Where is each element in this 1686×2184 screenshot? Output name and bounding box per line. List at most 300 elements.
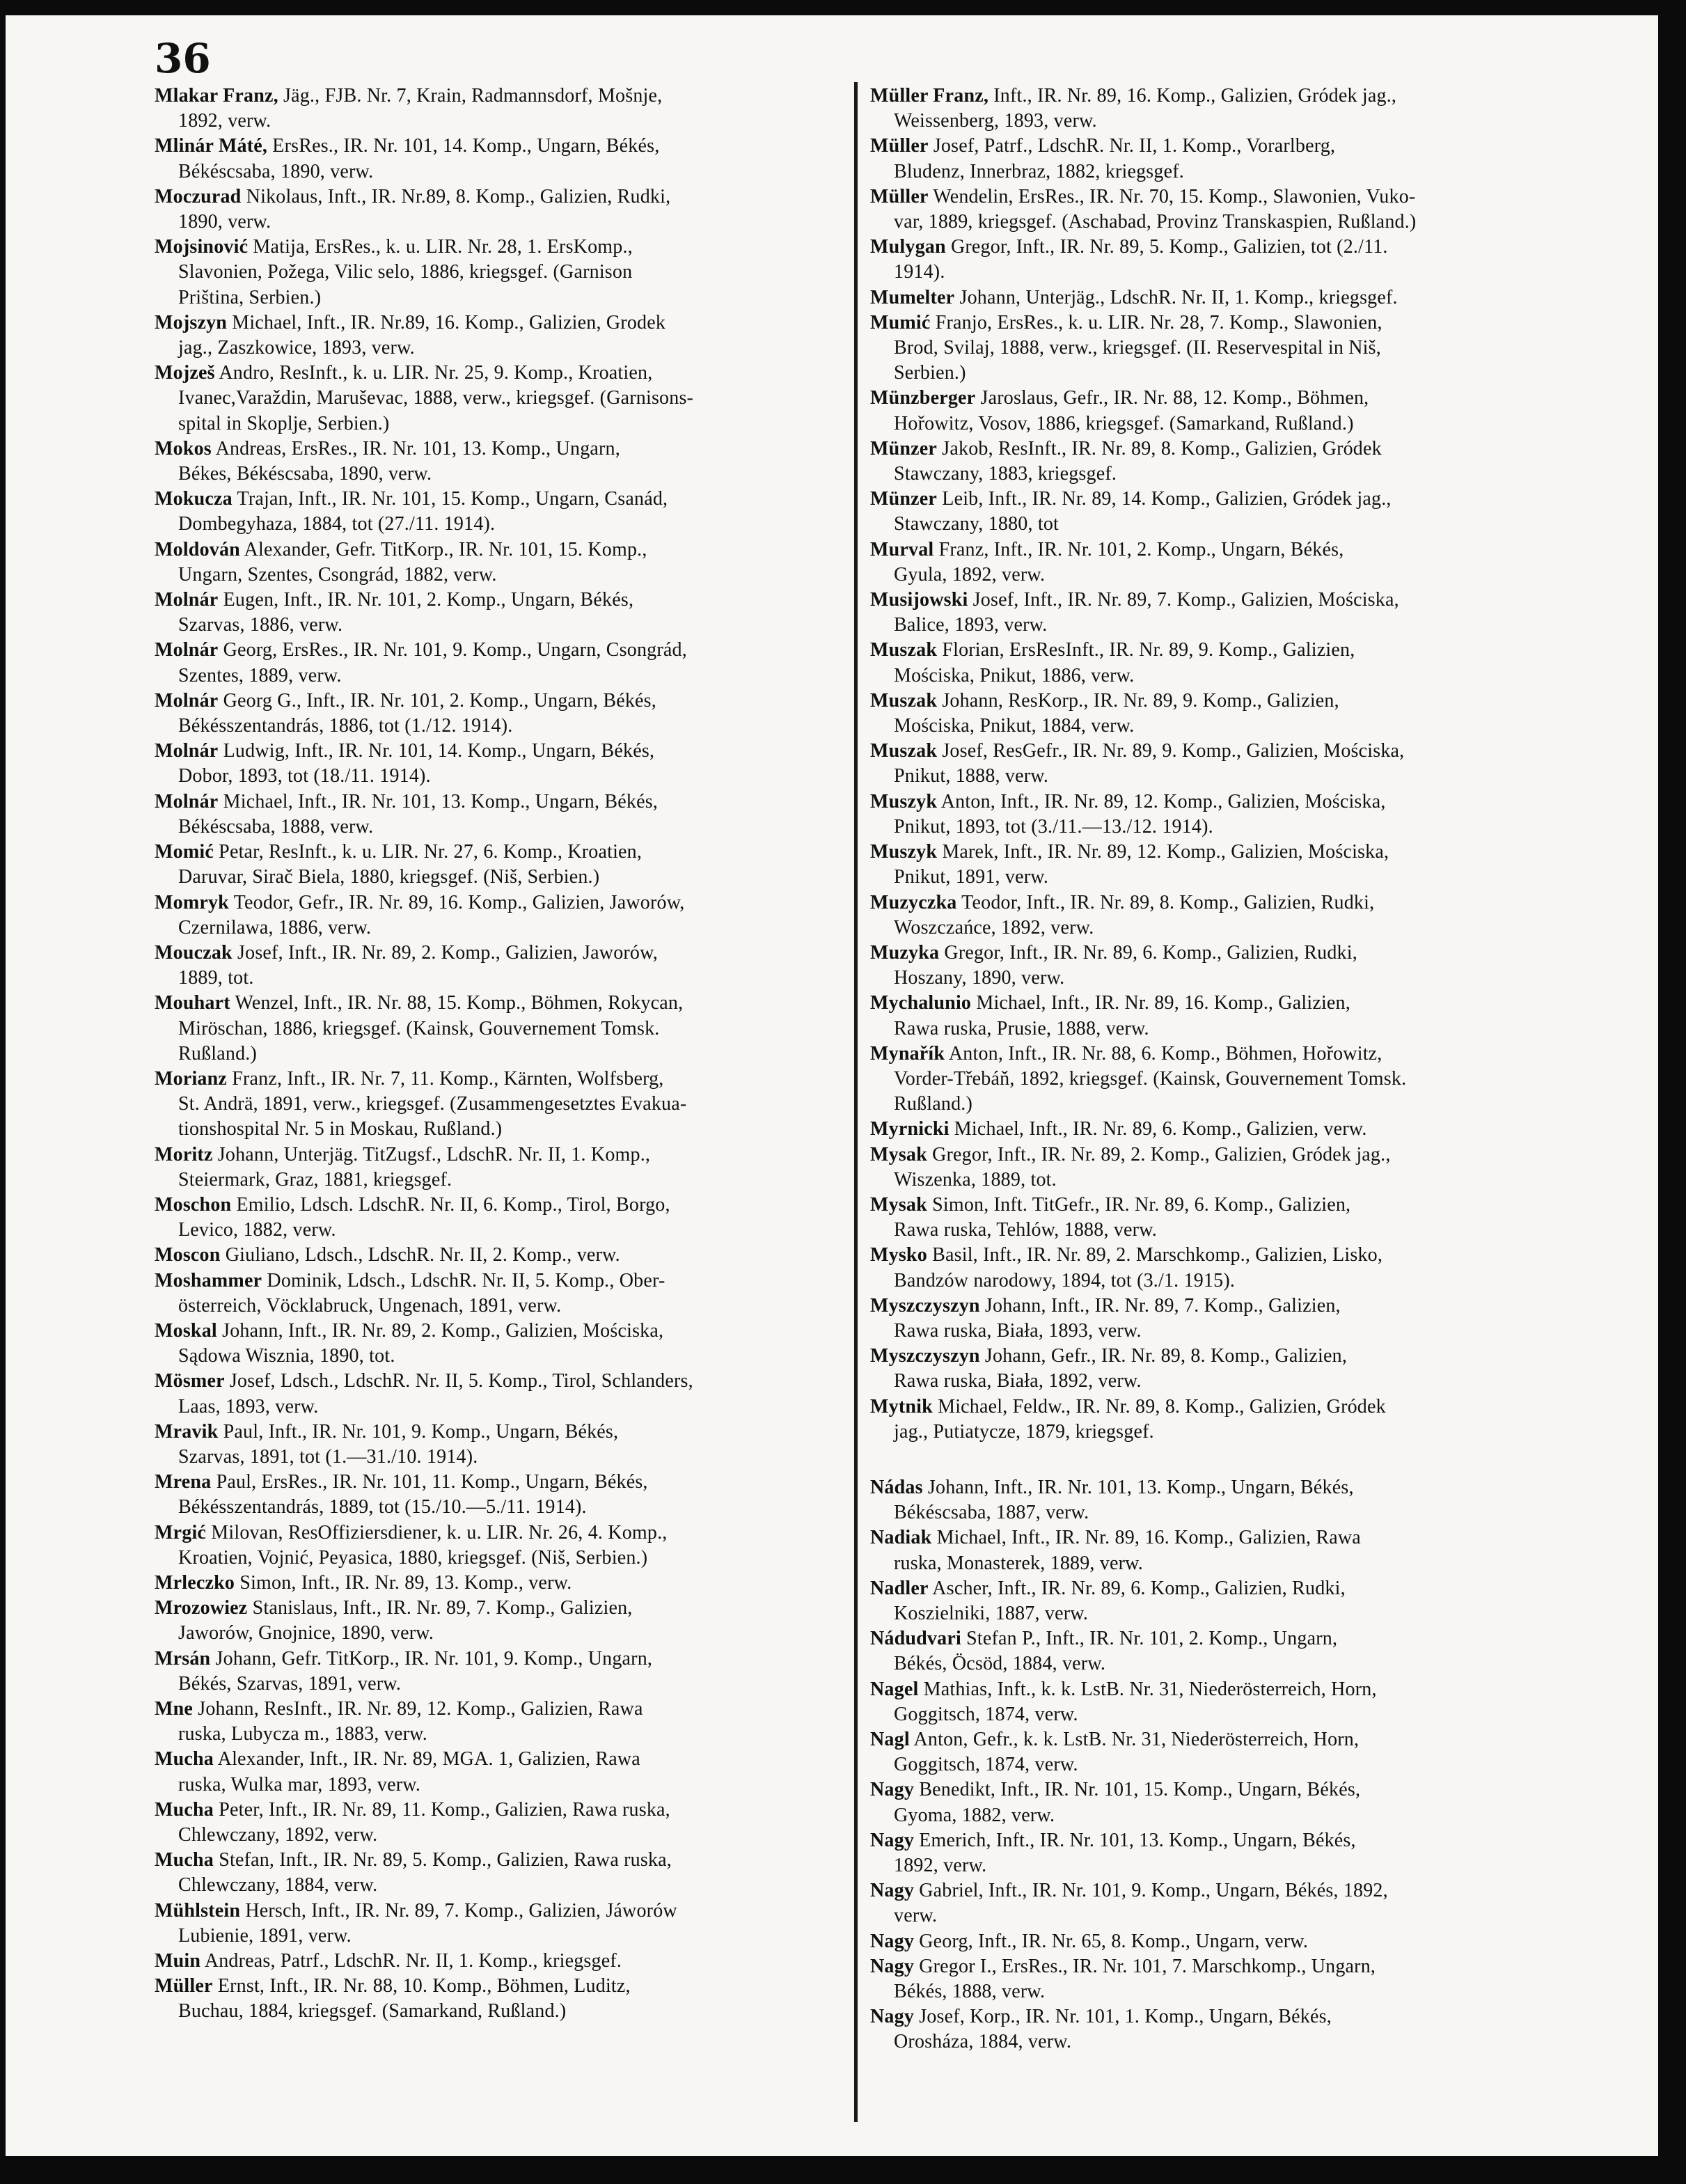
entry-continuation-line: [870, 1092, 1559, 1117]
entry-surname: Moczurad: [155, 185, 242, 207]
entry-text: Békéscsaba, 1887, verw.: [894, 1502, 1089, 1524]
register-entry: [155, 991, 840, 1067]
register-entry: [870, 235, 1559, 285]
entry-text: Jäg., FJB. Nr. 7, Krain, Radmannsdorf, Mošnje,: [283, 85, 663, 107]
entry-continuation-line: [870, 210, 1559, 235]
entry-text: Michael, Inft., IR. Nr. 89, 16. Komp., Galizien, Rawa: [936, 1527, 1361, 1549]
entry-surname: Myszczyszyn: [870, 1345, 980, 1367]
entry-text: Goggitsch, 1874, verw.: [894, 1703, 1078, 1725]
register-entry: [155, 1067, 840, 1142]
entry-continuation-line: [870, 764, 1559, 789]
entry-text: Szarvas, 1891, tot (1.—31./10. 1914).: [178, 1445, 478, 1468]
entry-continuation-line: [870, 1752, 1559, 1777]
entry-surname: Mysko: [870, 1244, 927, 1266]
entry-text: Gregor, Inft., IR. Nr. 89, 2. Komp., Galizien, Gródek jag.,: [932, 1143, 1391, 1165]
register-entry: [155, 1268, 840, 1319]
entry-text: Bludenz, Innerbraz, 1882, kriegsgef.: [894, 160, 1184, 182]
entry-first-line: [155, 84, 840, 109]
entry-surname: Moldován: [155, 538, 240, 560]
register-entry: [870, 1042, 1559, 1117]
entry-surname: Muszak: [870, 689, 938, 712]
entry-surname: Muszak: [870, 740, 938, 762]
register-entry: [870, 1954, 1559, 2004]
entry-text: Weissenberg, 1893, verw.: [894, 110, 1097, 132]
register-entry: [155, 1420, 840, 1470]
entry-first-line: [155, 1369, 840, 1394]
entry-text: Inft., IR. Nr. 89, 16. Komp., Galizien, Gródek jag.,: [993, 85, 1397, 107]
entry-text: Michael, Inft., IR. Nr. 101, 13. Komp., Ungarn, Békés,: [223, 790, 658, 812]
entry-text: jag., Zaszkowice, 1893, verw.: [178, 337, 415, 359]
entry-text: Békés, Szarvas, 1891, verw.: [178, 1672, 402, 1695]
register-entry: [155, 1798, 840, 1848]
entry-text: Teodor, Gefr., IR. Nr. 89, 16. Komp., Galizien, Jaworów,: [233, 891, 685, 913]
entry-first-line: [870, 588, 1559, 613]
entry-text: Georg, Inft., IR. Nr. 65, 8. Komp., Ungarn, verw.: [919, 1930, 1309, 1952]
entry-continuation-line: [870, 1500, 1559, 1525]
entry-surname: Mrozowiez: [155, 1597, 248, 1619]
entry-continuation-line: [870, 109, 1559, 134]
entry-surname: Mucha: [155, 1798, 214, 1821]
entry-first-line: [870, 1475, 1559, 1500]
entry-first-line: [155, 1067, 840, 1092]
entry-text: Giuliano, Ldsch., LdschR. Nr. II, 2. Komp., verw.: [225, 1244, 620, 1266]
entry-surname: Müller: [870, 135, 929, 157]
entry-text: Ernst, Inft., IR. Nr. 88, 10. Komp., Böhmen, Luditz,: [217, 1975, 631, 1997]
register-entry: [155, 840, 840, 890]
entry-text: Miröschan, 1886, kriegsgef. (Kainsk, Gouvernement Tomsk.: [178, 1017, 660, 1039]
entry-surname: Mysak: [870, 1143, 927, 1165]
entry-first-line: [155, 1848, 840, 1873]
register-entry: [870, 311, 1559, 386]
register-entry: [155, 941, 840, 991]
entry-text: Andreas, ErsRes., IR. Nr. 101, 13. Komp., Ungarn,: [215, 437, 620, 459]
entry-continuation-line: [870, 916, 1559, 941]
entry-surname: Mokos: [155, 437, 212, 459]
entry-surname: Mne: [155, 1698, 194, 1720]
register-entry: [870, 2004, 1559, 2055]
entry-text: Trajan, Inft., IR. Nr. 101, 15. Komp., Ungarn, Csanád,: [237, 488, 668, 510]
entry-first-line: [870, 1344, 1559, 1369]
entry-first-line: [155, 1521, 840, 1546]
entry-first-line: [870, 1727, 1559, 1752]
entry-surname: Mouhart: [155, 992, 230, 1014]
register-entry: [870, 689, 1559, 739]
entry-surname: Muszyk: [870, 841, 938, 863]
entry-continuation-line: [870, 1067, 1559, 1092]
entry-continuation-line: [870, 865, 1559, 890]
register-entry: [155, 361, 840, 437]
register-entry: [155, 1647, 840, 1697]
entry-surname: Nadler: [870, 1577, 929, 1599]
register-entry: [870, 184, 1559, 235]
entry-text: Chlewczany, 1884, verw.: [178, 1874, 378, 1896]
entry-text: Josef, Ldsch., LdschR. Nr. II, 5. Komp., Tirol, Schlanders,: [229, 1370, 693, 1392]
entry-surname: Molnár: [155, 639, 219, 661]
entry-surname: Moritz: [155, 1143, 213, 1165]
register-entry: [870, 1193, 1559, 1243]
register-entry: [870, 1475, 1559, 1525]
entry-text: Serbien.): [894, 362, 966, 384]
entry-first-line: [155, 890, 840, 916]
entry-text: Anton, Inft., IR. Nr. 88, 6. Komp., Böhmen, Hořowitz,: [948, 1042, 1382, 1064]
entry-continuation-line: [870, 815, 1559, 840]
entry-first-line: [870, 1929, 1559, 1954]
entry-continuation-line: [155, 1092, 840, 1117]
entry-text: Anton, Inft., IR. Nr. 89, 12. Komp., Galizien, Mościska,: [940, 790, 1386, 812]
entry-text: Stefan P., Inft., IR. Nr. 101, 2. Komp., Ungarn,: [966, 1628, 1338, 1650]
register-entry: [155, 1319, 840, 1369]
entry-text: Buchau, 1884, kriegsgef. (Samarkand, Rußland.): [178, 2000, 567, 2022]
entry-first-line: [155, 1747, 840, 1772]
entry-text: Békés, Öcsöd, 1884, verw.: [894, 1653, 1106, 1675]
section-gap: [870, 1445, 1559, 1475]
entry-first-line: [870, 789, 1559, 815]
entry-surname: Molnár: [155, 689, 219, 712]
entry-continuation-line: [155, 815, 840, 840]
entry-text: Balice, 1893, verw.: [894, 614, 1048, 636]
entry-text: Johann, Inft., IR. Nr. 101, 13. Komp., Ungarn, Békés,: [927, 1476, 1354, 1498]
entry-first-line: [155, 1243, 840, 1268]
entry-text: Gregor, Inft., IR. Nr. 89, 6. Komp., Galizien, Rudki,: [944, 941, 1357, 964]
entry-continuation-line: [155, 663, 840, 689]
entry-first-line: [155, 361, 840, 386]
entry-first-line: [870, 941, 1559, 966]
entry-continuation-line: [155, 411, 840, 437]
entry-first-line: [870, 84, 1559, 109]
entry-surname: Mrleczko: [155, 1571, 235, 1594]
entry-continuation-line: [155, 336, 840, 361]
entry-text: Michael, Inft., IR. Nr. 89, 16. Komp., Galizien,: [976, 992, 1350, 1014]
entry-continuation-line: [155, 386, 840, 411]
entry-text: Gregor I., ErsRes., IR. Nr. 101, 7. Marschkomp., Ungarn,: [919, 1955, 1376, 1977]
entry-text: Ascher, Inft., IR. Nr. 89, 6. Komp., Galizien, Rudki,: [932, 1577, 1346, 1599]
entry-text: tionshospital Nr. 5 in Moskau, Rußland.): [178, 1118, 503, 1140]
entry-text: Stawczany, 1880, tot: [894, 513, 1059, 535]
register-entry: [870, 1929, 1559, 1954]
entry-text: 1892, verw.: [178, 110, 271, 132]
entry-text: Georg, ErsRes., IR. Nr. 101, 9. Komp., Ungarn, Csongrád,: [223, 639, 687, 661]
entry-text: Franjo, ErsRes., k. u. LIR. Nr. 28, 7. Komp., Slawonien,: [935, 311, 1382, 333]
entry-continuation-line: [155, 512, 840, 537]
register-entry: [870, 739, 1559, 789]
entry-first-line: [870, 1954, 1559, 1979]
entry-first-line: [870, 890, 1559, 916]
entry-surname: Nagy: [870, 1930, 915, 1952]
entry-surname: Mumić: [870, 311, 931, 333]
scan-border-top: [0, 0, 1686, 15]
entry-continuation-line: [155, 1999, 840, 2024]
entry-text: Daruvar, Sirač Biela, 1880, kriegsgef. (Niš, Serbien.): [178, 866, 600, 888]
entry-first-line: [870, 437, 1559, 462]
entry-text: Teodor, Inft., IR. Nr. 89, 8. Komp., Galizien, Rudki,: [961, 891, 1375, 913]
register-entry: [155, 134, 840, 184]
entry-surname: Münzberger: [870, 387, 976, 409]
entry-first-line: [870, 739, 1559, 764]
entry-text: Gyula, 1892, verw.: [894, 563, 1046, 586]
register-entry: [155, 1571, 840, 1596]
entry-text: Stanislaus, Inft., IR. Nr. 89, 7. Komp., Galizien,: [252, 1597, 633, 1619]
entry-continuation-line: [155, 1495, 840, 1520]
register-entry: [870, 1727, 1559, 1777]
entry-first-line: [155, 638, 840, 663]
entry-continuation-line: [870, 1601, 1559, 1626]
entry-first-line: [155, 739, 840, 764]
entry-continuation-line: [870, 1218, 1559, 1243]
entry-first-line: [155, 689, 840, 714]
entry-text: Andro, ResInft., k. u. LIR. Nr. 25, 9. Komp., Kroatien,: [219, 362, 653, 384]
entry-continuation-line: [870, 663, 1559, 689]
register-entry: [870, 1117, 1559, 1142]
entry-text: Priština, Serbien.): [178, 286, 322, 308]
entry-first-line: [155, 537, 840, 563]
entry-text: Rußland.): [894, 1093, 973, 1115]
entry-text: Gabriel, Inft., IR. Nr. 101, 9. Komp., Ungarn, Békés, 1892,: [919, 1880, 1388, 1902]
scan-border-bottom: [0, 2156, 1686, 2184]
entry-text: Hořowitz, Vosov, 1886, kriegsgef. (Samarkand, Rußland.): [894, 412, 1354, 434]
entry-text: Békés, 1888, verw.: [894, 1981, 1046, 2003]
entry-text: Anton, Gefr., k. k. LstB. Nr. 31, Niederösterreich, Horn,: [913, 1729, 1360, 1750]
entry-continuation-line: [870, 411, 1559, 437]
entry-surname: Molnár: [155, 790, 219, 812]
register-entry: [155, 1470, 840, 1520]
entry-text: Benedikt, Inft., IR. Nr. 101, 15. Komp., Ungarn, Békés,: [919, 1779, 1361, 1801]
entry-text: Stefan, Inft., IR. Nr. 89, 5. Komp., Galizien, Rawa ruska,: [219, 1849, 672, 1871]
register-entry: [870, 537, 1559, 588]
entry-text: Jaworów, Gnojnice, 1890, verw.: [178, 1622, 434, 1644]
entry-surname: Musijowski: [870, 589, 968, 611]
entry-continuation-line: [870, 336, 1559, 361]
entry-text: verw.: [894, 1905, 938, 1927]
entry-continuation-line: [155, 1924, 840, 1949]
entry-continuation-line: [870, 1268, 1559, 1294]
entry-text: Ludwig, Inft., IR. Nr. 101, 14. Komp., Ungarn, Békés,: [223, 740, 655, 762]
register-entry: [870, 1828, 1559, 1878]
entry-text: Mathias, Inft., k. k. LstB. Nr. 31, Niederösterreich, Horn,: [923, 1678, 1377, 1700]
register-entry: [870, 1243, 1559, 1293]
entry-surname: Mojzeš: [155, 362, 215, 384]
register-entry: [870, 941, 1559, 991]
register-entry: [155, 1848, 840, 1898]
entry-continuation-line: [155, 1773, 840, 1798]
entry-continuation-line: [155, 865, 840, 890]
entry-first-line: [870, 386, 1559, 411]
register-entry: [870, 437, 1559, 487]
register-entry: [155, 789, 840, 840]
entry-text: jag., Putiatycze, 1879, kriegsgef.: [894, 1420, 1154, 1443]
entry-first-line: [155, 1647, 840, 1672]
entry-surname: Mrgić: [155, 1521, 207, 1543]
entry-surname: Muszak: [870, 639, 938, 661]
entry-surname: Myszczyszyn: [870, 1294, 980, 1317]
entry-text: Johann, ResKorp., IR. Nr. 89, 9. Komp., Galizien,: [942, 689, 1339, 712]
entry-text: Petar, ResInft., k. u. LIR. Nr. 27, 6. Komp., Kroatien,: [219, 841, 643, 863]
entry-text: Gregor, Inft., IR. Nr. 89, 5. Komp., Galizien, tot (2./11.: [950, 236, 1388, 258]
entry-first-line: [155, 1142, 840, 1168]
register-entry: [155, 1142, 840, 1193]
entry-text: Dombegyhaza, 1884, tot (27./11. 1914).: [178, 513, 496, 535]
entry-first-line: [870, 1525, 1559, 1550]
register-entry: [155, 739, 840, 789]
entry-continuation-line: [870, 613, 1559, 638]
entry-surname: Mysak: [870, 1193, 927, 1216]
entry-first-line: [870, 689, 1559, 714]
entry-surname: Mlakar Franz,: [155, 85, 278, 107]
entry-first-line: [155, 1470, 840, 1495]
register-entry: [870, 84, 1559, 134]
entry-first-line: [870, 1243, 1559, 1268]
entry-first-line: [155, 184, 840, 210]
register-entry: [870, 638, 1559, 688]
entry-continuation-line: [155, 916, 840, 941]
entry-text: Kroatien, Vojnić, Peyasica, 1880, kriegsgef. (Niš, Serbien.): [178, 1546, 648, 1569]
entry-continuation-line: [155, 109, 840, 134]
entry-text: Marek, Inft., IR. Nr. 89, 12. Komp., Galizien, Mościska,: [942, 841, 1389, 863]
entry-first-line: [870, 1042, 1559, 1067]
entry-text: Paul, ErsRes., IR. Nr. 101, 11. Komp., Ungarn, Békés,: [216, 1471, 648, 1493]
entry-first-line: [870, 134, 1559, 159]
entry-continuation-line: [870, 1016, 1559, 1042]
entry-first-line: [870, 1576, 1559, 1601]
entry-continuation-line: [870, 1551, 1559, 1576]
entry-text: Wendelin, ErsRes., IR. Nr. 70, 15. Komp., Slawonien, Vuko-: [933, 185, 1416, 207]
entry-first-line: [155, 1420, 840, 1445]
register-entry: [870, 1294, 1559, 1344]
entry-text: Stawczany, 1883, kriegsgef.: [894, 463, 1117, 485]
entry-continuation-line: [155, 1117, 840, 1142]
entry-surname: Mrsán: [155, 1647, 211, 1670]
register-entry: [870, 386, 1559, 436]
entry-surname: Mokucza: [155, 488, 233, 510]
entry-continuation-line: [155, 1395, 840, 1420]
register-entry: [870, 1777, 1559, 1828]
entry-text: Basil, Inft., IR. Nr. 89, 2. Marschkomp., Galizien, Lisko,: [932, 1244, 1383, 1266]
entry-first-line: [155, 235, 840, 260]
entry-text: Johann, Unterjäg. TitZugsf., LdschR. Nr. II, 1. Komp.,: [217, 1143, 651, 1165]
entry-first-line: [870, 235, 1559, 260]
entry-first-line: [870, 487, 1559, 512]
entry-text: Steiermark, Graz, 1881, kriegsgef.: [178, 1168, 452, 1191]
entry-text: Békéscsaba, 1890, verw.: [178, 160, 374, 182]
entry-text: Peter, Inft., IR. Nr. 89, 11. Komp., Galizien, Rawa ruska,: [219, 1798, 670, 1821]
register-entry: [870, 1344, 1559, 1394]
entry-surname: Nádas: [870, 1476, 923, 1498]
entry-first-line: [155, 941, 840, 966]
entry-text: Rußland.): [178, 1042, 258, 1064]
entry-surname: Nagy: [870, 1955, 915, 1977]
entry-continuation-line: [870, 1803, 1559, 1828]
entry-continuation-line: [155, 1168, 840, 1193]
entry-first-line: [155, 588, 840, 613]
entry-first-line: [870, 1626, 1559, 1651]
entry-text: Emilio, Ldsch. LdschR. Nr. II, 6. Komp., Tirol, Borgo,: [236, 1193, 670, 1216]
entry-first-line: [870, 1777, 1559, 1802]
entry-surname: Nagy: [870, 1829, 915, 1851]
entry-text: Michael, Feldw., IR. Nr. 89, 8. Komp., Galizien, Gródek: [938, 1395, 1386, 1417]
register-entry: [155, 1596, 840, 1646]
entry-text: Simon, Inft., IR. Nr. 89, 13. Komp., verw.: [239, 1571, 572, 1594]
entry-text: ruska, Lubycza m., 1883, verw.: [178, 1723, 427, 1745]
entry-text: Dobor, 1893, tot (18./11. 1914).: [178, 765, 431, 787]
entry-text: Leib, Inft., IR. Nr. 89, 14. Komp., Galizien, Gródek jag.,: [942, 488, 1392, 510]
entry-text: Goggitsch, 1874, verw.: [894, 1754, 1078, 1776]
entry-surname: Muszyk: [870, 790, 938, 812]
entry-text: Florian, ErsResInft., IR. Nr. 89, 9. Komp., Galizien,: [942, 639, 1355, 661]
entry-text: spital in Skoplje, Serbien.): [178, 412, 390, 434]
register-entry: [870, 1525, 1559, 1576]
entry-continuation-line: [155, 1621, 840, 1646]
entry-first-line: [155, 991, 840, 1016]
register-entry: [155, 689, 840, 739]
entry-surname: Morianz: [155, 1067, 228, 1090]
entry-continuation-line: [870, 1979, 1559, 2004]
entry-continuation-line: [155, 1344, 840, 1369]
entry-surname: Nagy: [870, 1779, 915, 1801]
entry-text: Rawa ruska, Tehlów, 1888, verw.: [894, 1219, 1158, 1241]
entry-text: Woszczańce, 1892, verw.: [894, 916, 1094, 938]
entry-surname: Mucha: [155, 1849, 214, 1871]
entry-text: Johann, Gefr. TitKorp., IR. Nr. 101, 9. Komp., Ungarn,: [215, 1647, 653, 1670]
entry-first-line: [870, 1878, 1559, 1903]
entry-surname: Murval: [870, 538, 934, 560]
column-divider: [854, 82, 858, 2122]
entry-continuation-line: [870, 1702, 1559, 1727]
entry-text: Pnikut, 1891, verw.: [894, 866, 1049, 888]
register-entry: [155, 1521, 840, 1571]
entry-text: Brod, Svilaj, 1888, verw., kriegsgef. (II. Reservespital in Niš,: [894, 337, 1381, 359]
entry-first-line: [870, 638, 1559, 663]
register-entry: [155, 1193, 840, 1243]
entry-first-line: [870, 1142, 1559, 1168]
register-entry: [870, 789, 1559, 840]
entry-text: Békésszentandrás, 1886, tot (1./12. 1914).: [178, 715, 513, 737]
entry-text: Dominik, Ldsch., LdschR. Nr. II, 5. Komp., Ober-: [267, 1269, 665, 1291]
entry-continuation-line: [155, 563, 840, 588]
entry-continuation-line: [155, 1294, 840, 1319]
entry-continuation-line: [155, 714, 840, 739]
entry-text: 1914).: [894, 261, 945, 283]
entry-text: Békes, Békéscsaba, 1890, verw.: [178, 463, 432, 485]
entry-surname: Mouczak: [155, 941, 233, 964]
entry-continuation-line: [870, 1369, 1559, 1394]
entry-text: österreich, Vöcklabruck, Ungenach, 1891, verw.: [178, 1294, 562, 1317]
page-number: 36: [155, 35, 211, 82]
entry-surname: Mösmer: [155, 1370, 225, 1392]
entry-continuation-line: [870, 462, 1559, 487]
right-column: [870, 84, 1559, 2055]
entry-continuation-line: [155, 210, 840, 235]
entry-first-line: [870, 1828, 1559, 1853]
register-entry: [155, 1974, 840, 2024]
entry-first-line: [870, 840, 1559, 865]
entry-continuation-line: [870, 2029, 1559, 2055]
entry-continuation-line: [870, 260, 1559, 285]
entry-text: Emerich, Inft., IR. Nr. 101, 13. Komp., Ungarn, Békés,: [919, 1829, 1356, 1851]
entry-text: Wiszenka, 1889, tot.: [894, 1168, 1057, 1191]
register-entry: [870, 1142, 1559, 1193]
entry-surname: Nádudvari: [870, 1628, 961, 1650]
entry-continuation-line: [870, 714, 1559, 739]
register-entry: [155, 184, 840, 235]
entry-continuation-line: [155, 462, 840, 487]
entry-continuation-line: [870, 1903, 1559, 1928]
entry-text: St. Andrä, 1891, verw., kriegsgef. (Zusammengesetztes Evakua-: [178, 1093, 687, 1115]
entry-text: Chlewczany, 1892, verw.: [178, 1824, 378, 1846]
entry-surname: Mojsinović: [155, 236, 249, 258]
entry-text: Ungarn, Szentes, Csongrád, 1882, verw.: [178, 563, 497, 586]
entry-text: Johann, Inft., IR. Nr. 89, 2. Komp., Galizien, Mościska,: [222, 1319, 664, 1342]
entry-surname: Nagel: [870, 1678, 919, 1700]
entry-surname: Molnár: [155, 589, 219, 611]
